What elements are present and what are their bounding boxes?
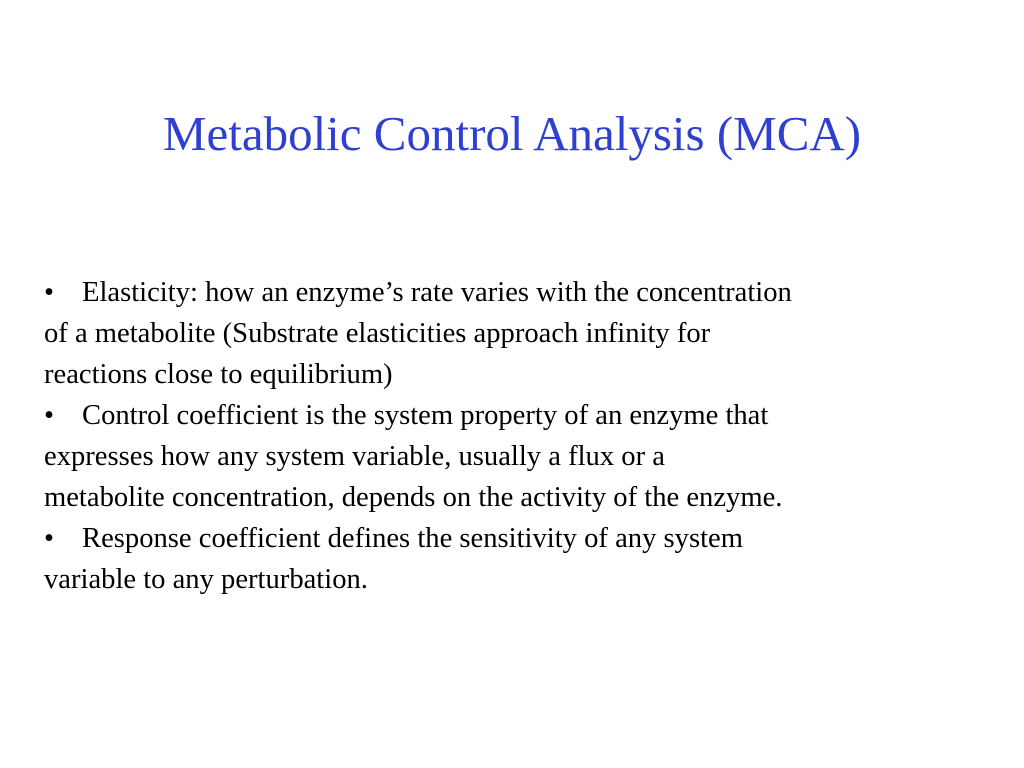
bullet-line: [44, 518, 1004, 559]
bullet-line: of a metabolite (Substrate elasticities approach infinity for: [44, 318, 711, 349]
bullet-text: Response coefficient defines the sensitivity of any system: [82, 523, 743, 554]
slide-title: Metabolic Control Analysis (MCA): [162, 106, 862, 161]
bullet-line: expresses how any system variable, usually a flux or a: [44, 441, 665, 472]
bullet-item-response-coefficient: [44, 518, 1004, 600]
bullet-item-control-coefficient: [44, 395, 1004, 518]
bullet-line: [44, 395, 1004, 436]
bullet-line: reactions close to equilibrium): [44, 359, 393, 390]
bullet-line: [44, 272, 1004, 313]
slide-body: [44, 272, 1004, 600]
bullet-text: Control coefficient is the system property of an enzyme that: [82, 400, 769, 431]
bullet-icon: •: [44, 400, 55, 431]
bullet-line: metabolite concentration, depends on the activity of the enzyme.: [44, 482, 783, 513]
bullet-icon: •: [44, 277, 55, 308]
bullet-text: Elasticity: how an enzyme’s rate varies with the concentration: [82, 277, 792, 308]
bullet-icon: •: [44, 523, 55, 554]
bullet-line: variable to any perturbation.: [44, 564, 368, 595]
bullet-item-elasticity: [44, 272, 1004, 395]
